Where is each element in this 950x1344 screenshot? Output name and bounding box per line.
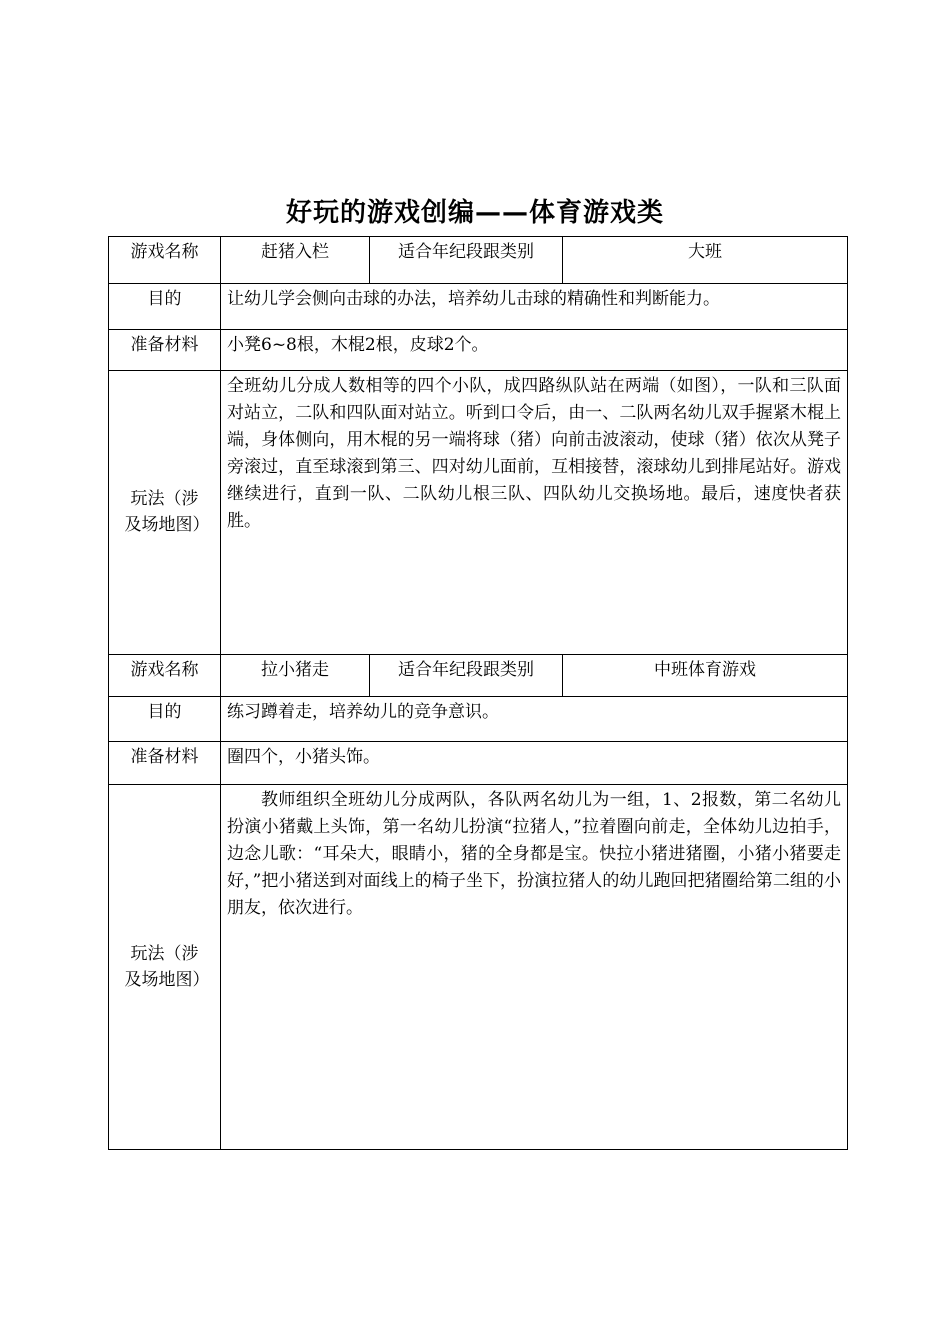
game-name-label: 游戏名称 — [109, 237, 221, 284]
goal-value: 练习蹲着走，培养幼儿的竞争意识。 — [221, 697, 848, 742]
materials-value: 小凳6~8根，木棍2根，皮球2个。 — [221, 330, 848, 371]
table-row — [109, 655, 848, 697]
play-label-cell — [109, 371, 221, 655]
age-category-label: 适合年纪段跟类别 — [370, 655, 563, 697]
goal-value: 让幼儿学会侧向击球的办法，培养幼儿击球的精确性和判断能力。 — [221, 284, 848, 330]
table-row — [109, 785, 848, 1150]
goal-label: 目的 — [109, 697, 221, 742]
play-label: 玩法（涉及场地图） — [124, 489, 210, 535]
game-name-value: 拉小猪走 — [221, 655, 370, 697]
table-row — [109, 371, 848, 655]
game-name-label: 游戏名称 — [109, 655, 221, 697]
game-name-value: 赶猪入栏 — [221, 237, 370, 284]
table-row — [109, 237, 848, 284]
table-row — [109, 742, 848, 785]
game-table — [108, 236, 848, 1150]
goal-label: 目的 — [109, 284, 221, 330]
play-value: 全班幼儿分成人数相等的四个小队，成四路纵队站在两端（如图），一队和三队面对站立，二队和四队面对站立。听到口令后，由一、二队两名幼儿双手握紧木棍上端，身体侧向，用木棍的另一端将球（猪）向前击波滚动，使球（猪）依次从凳子旁滚过，直至球滚到第三、四对幼儿面前，互相接替，滚球幼儿到排尾站好。游戏继续进行，直到一队、二队幼儿根三队、四队幼儿交换场地。最后，速度快者获胜。 — [221, 371, 848, 655]
play-value: 教师组织全班幼儿分成两队，各队两名幼儿为一组，1、2报数，第二名幼儿扮演小猪戴上头饰，第一名幼儿扮演“拉猪人，”拉着圈向前走，全体幼儿边拍手，边念儿歌：“耳朵大，眼睛小，猪的全身都是宝。快拉小猪进猪圈，小猪小猪要走好，”把小猪送到对面线上的椅子坐下，扮演拉猪人的幼儿跑回把猪圈给第二组的小朋友，依次进行。 — [221, 785, 848, 1150]
play-label: 玩法（涉及场地图） — [124, 943, 210, 990]
age-category-value: 大班 — [563, 237, 848, 284]
page-title: 好玩的游戏创编——体育游戏类 — [285, 198, 664, 228]
table-row — [109, 697, 848, 742]
play-label-cell — [109, 785, 221, 1150]
age-category-label: 适合年纪段跟类别 — [370, 237, 563, 284]
table-row — [109, 284, 848, 330]
table-row — [109, 330, 848, 371]
materials-label: 准备材料 — [109, 742, 221, 785]
materials-label: 准备材料 — [109, 330, 221, 371]
age-category-value: 中班体育游戏 — [563, 655, 848, 697]
materials-value: 圈四个，小猪头饰。 — [221, 742, 848, 785]
